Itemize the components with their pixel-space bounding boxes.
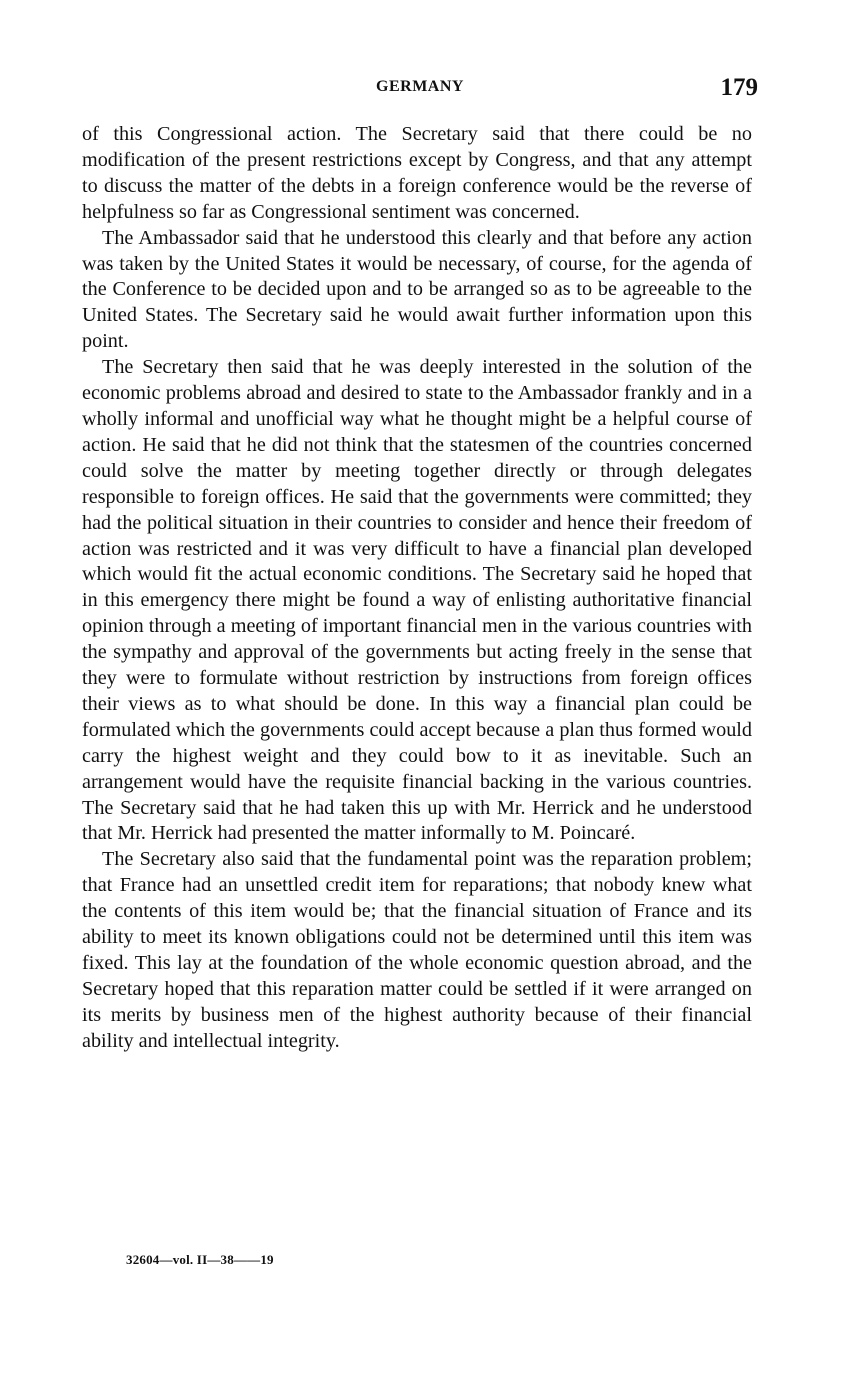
paragraph-continuation: of this Congressional action. The Secretary said that there could be no modification of the present restrictions except by Congress, and that any attempt to discuss the matter of the debts in a foreign conference would be the reverse of helpfulness so far as Congressional sentiment was concerned. bbox=[82, 123, 752, 223]
paragraph-ambassador-response: The Ambassador said that he understood this clearly and that before any action was taken by the United States it would be necessary, of course, for the agenda of the Conference to be decided upon and to be arranged so as to be agreeable to the United States. The Secretary said he would await further information upon this point. bbox=[82, 226, 752, 353]
paragraph-secretary-proposal: The Secretary then said that he was deeply interested in the solution of the economic problems abroad and desired to state to the Ambassador frankly and in a wholly informal and unofficial way what he thought might be a helpful course of action. He said that he did not think that the statesmen of the countries concerned could solve the matter by meeting together directly or through delegates responsible to foreign offices. He said that the governments were committed; they had the political situation in their countries to consider and hence their freedom of action was restricted and it was very difficult to have a financial plan developed which would fit the actual economic conditions. The Secretary said he hoped that in this emergency there might be found a way of enlisting authoritative financial opinion through a meeting of important financial men in the various countries with the sympathy and approval of the governments but acting freely in the sense that they were to formulate without restriction by instructions from foreign offices their views as to what should be done. In this way a financial plan could be formulated which the governments could accept because a plan thus formed would carry the highest weight and they could bow to it as inevitable. Such an arrangement would have the requisite financial backing in the various countries. The Secretary said that he had taken this up with Mr. Herrick and he understood that Mr. Herrick had presented the matter informally to M. Poincaré. bbox=[82, 356, 752, 845]
page-number: 179 bbox=[720, 74, 758, 101]
page-header bbox=[82, 74, 758, 108]
print-code: 32604—vol. II—38——19 bbox=[126, 1252, 274, 1267]
paragraph-reparation-problem: The Secretary also said that the fundamental point was the reparation problem; that France had an unsettled credit item for reparations; that nobody knew what the contents of this item would be; that the financial situation of France and its ability to meet its known obligations could not be determined until this item was fixed. This lay at the foundation of the whole economic question abroad, and the Secretary hoped that this reparation matter could be settled if it were arranged on its merits by business men of the highest authority because of their financial ability and intellectual integrity. bbox=[82, 848, 752, 1052]
body-text bbox=[82, 122, 752, 1055]
running-head: GERMANY bbox=[376, 78, 464, 95]
